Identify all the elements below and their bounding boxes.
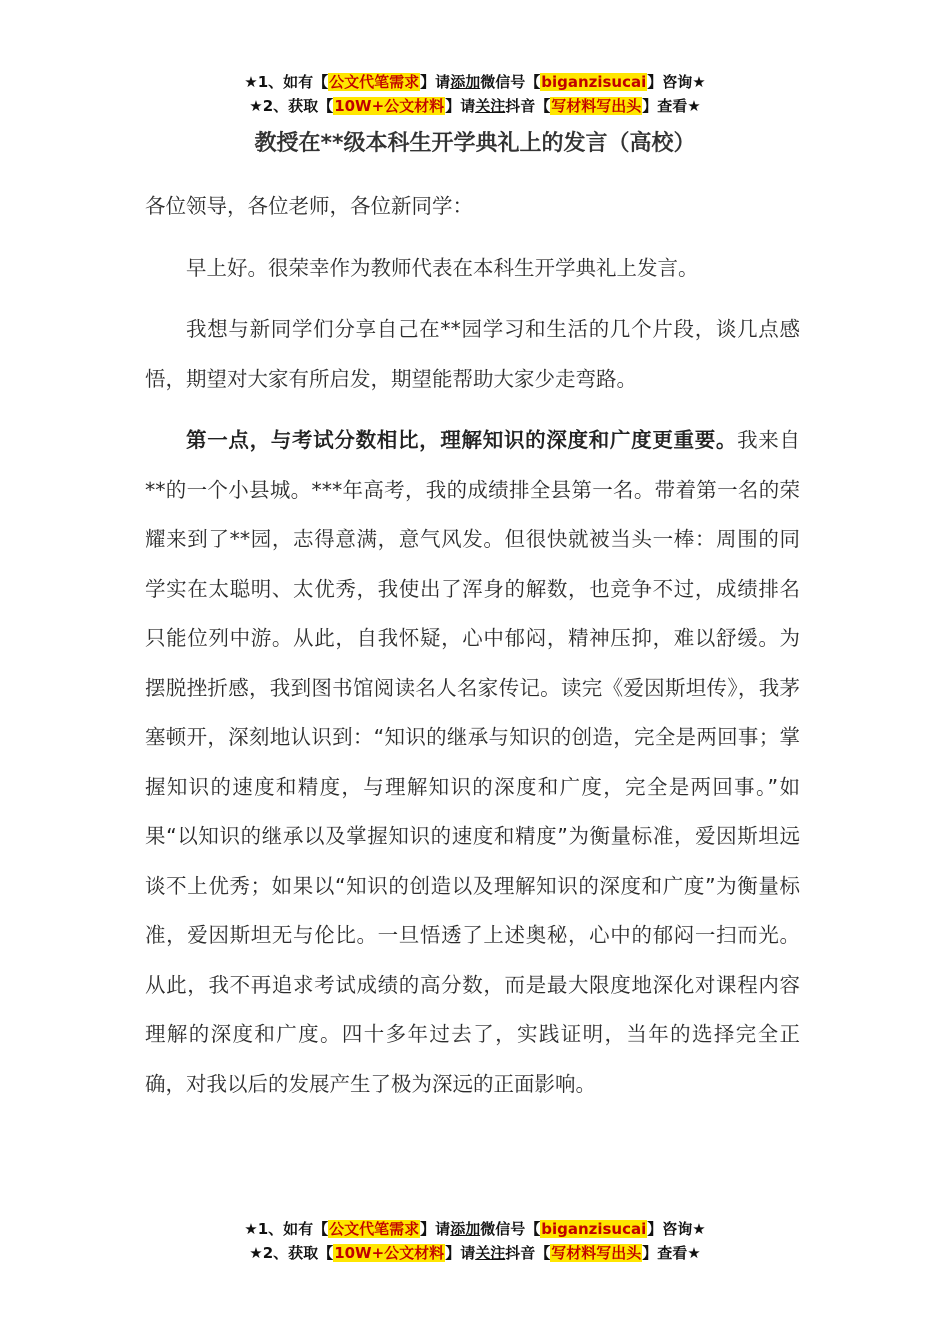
promo-underlined: 关注 bbox=[475, 97, 506, 115]
promo-text: 】请 bbox=[420, 73, 451, 91]
promo-text: 】请 bbox=[445, 97, 476, 115]
promo-douyin-id: 写材料写出头 bbox=[551, 97, 642, 115]
promo-line-1 bbox=[0, 70, 950, 94]
promo-underlined: 关注 bbox=[475, 1244, 506, 1262]
promo-text: ★2、获取【 bbox=[249, 1244, 334, 1262]
document-body bbox=[145, 182, 800, 1109]
promo-text: ★1、如有【 bbox=[244, 73, 329, 91]
promo-text: 】咨询★ bbox=[647, 73, 706, 91]
promo-text: 微信号【 bbox=[480, 1220, 541, 1238]
promo-highlight: 10W+公文材料 bbox=[334, 97, 445, 115]
promo-header bbox=[0, 70, 950, 118]
promo-text: 】查看★ bbox=[642, 1244, 701, 1262]
promo-text: 抖音【 bbox=[505, 1244, 551, 1262]
paragraph-point-one bbox=[145, 416, 800, 1109]
promo-underlined: 添加 bbox=[450, 1220, 481, 1238]
promo-text: ★2、获取【 bbox=[249, 97, 334, 115]
promo-text: 】请 bbox=[445, 1244, 476, 1262]
paragraph-greeting: 早上好。很荣幸作为教师代表在本科生开学典礼上发言。 bbox=[186, 255, 699, 280]
promo-text: 】咨询★ bbox=[647, 1220, 706, 1238]
promo-highlight: 公文代笔需求 bbox=[329, 1220, 420, 1238]
document-title: 教授在**级本科生开学典礼上的发言（高校） bbox=[254, 131, 696, 156]
promo-wechat-id: biganzisucai bbox=[541, 1220, 647, 1238]
promo-highlight: 公文代笔需求 bbox=[329, 73, 420, 91]
promo-douyin-id: 写材料写出头 bbox=[551, 1244, 642, 1262]
promo-line-2 bbox=[0, 1241, 950, 1265]
promo-wechat-id: biganzisucai bbox=[541, 73, 647, 91]
promo-line-1 bbox=[0, 1217, 950, 1241]
promo-text: 】请 bbox=[420, 1220, 451, 1238]
promo-text: 】查看★ bbox=[642, 97, 701, 115]
promo-underlined: 添加 bbox=[450, 73, 481, 91]
promo-footer bbox=[0, 1217, 950, 1265]
point-one-heading: 第一点，与考试分数相比，理解知识的深度和广度更重要。 bbox=[186, 428, 738, 452]
paragraph-intro: 我想与新同学们分享自己在**园学习和生活的几个片段，谈几点感悟，期望对大家有所启发，期望能帮助大家少走弯路。 bbox=[145, 317, 800, 391]
point-one-body: 我来自**的一个小县城。***年高考，我的成绩排全县第一名。带着第一名的荣耀来到了**园，志得意满，意气风发。但很快就被当头一棒：周围的同学实在太聪明、太优秀，我使出了浑身的解数，也竞争不过，成绩排名只能位列中游。从此，自我怀疑，心中郁闷，精神压抑，难以舒缓。为摆脱挫折感，我到图书馆阅读名人名家传记。读完《爱因斯坦传》，我茅塞顿开，深刻地认识到：“知识的继承与知识的创造，完全是两回事；掌握知识的速度和精度，与理解知识的深度和广度，完全是两回事。”如果“以知识的继承以及掌握知识的速度和精度”为衡量标准，爱因斯坦远谈不上优秀；如果以“知识的创造以及理解知识的深度和广度”为衡量标准，爱因斯坦无与伦比。一旦悟透了上述奥秘，心中的郁闷一扫而光。从此，我不再追求考试成绩的高分数，而是最大限度地深化对课程内容理解的深度和广度。四十多年过去了，实践证明，当年的选择完全正确，对我以后的发展产生了极为深远的正面影响。 bbox=[145, 428, 801, 1096]
promo-line-2 bbox=[0, 94, 950, 118]
promo-text: 微信号【 bbox=[480, 73, 541, 91]
salutation: 各位领导，各位老师，各位新同学： bbox=[145, 194, 473, 218]
promo-highlight: 10W+公文材料 bbox=[334, 1244, 445, 1262]
promo-text: ★1、如有【 bbox=[244, 1220, 329, 1238]
promo-text: 抖音【 bbox=[505, 97, 551, 115]
